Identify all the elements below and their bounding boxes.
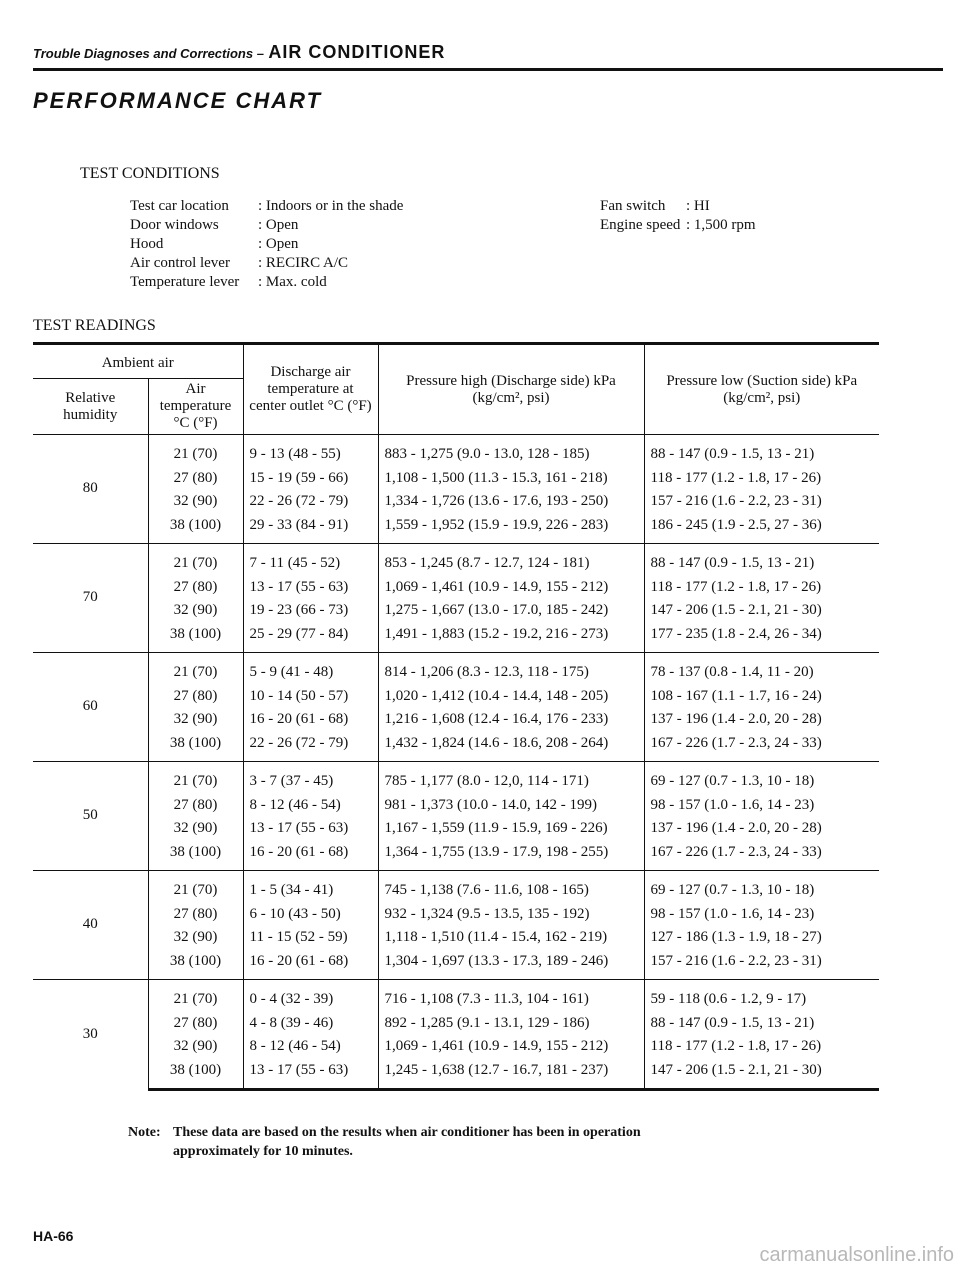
table-row xyxy=(33,544,879,576)
table-row xyxy=(33,980,879,1012)
table-row xyxy=(33,1059,879,1090)
air-temperature-cell: 38 (100) xyxy=(148,514,243,544)
pressure-low-cell: 137 - 196 (1.4 - 2.0, 20 - 28) xyxy=(644,708,879,732)
pressure-high-cell: 1,167 - 1,559 (11.9 - 15.9, 169 - 226) xyxy=(378,817,644,841)
air-temperature-cell: 38 (100) xyxy=(148,732,243,762)
humidity-cell: 50 xyxy=(33,762,148,871)
pressure-high-cell: 1,245 - 1,638 (12.7 - 16.7, 181 - 237) xyxy=(378,1059,644,1090)
discharge-temperature-cell: 6 - 10 (43 - 50) xyxy=(243,903,378,927)
table-row xyxy=(33,732,879,762)
air-temperature-cell: 21 (70) xyxy=(148,435,243,467)
pressure-high-cell: 1,432 - 1,824 (14.6 - 18.6, 208 - 264) xyxy=(378,732,644,762)
pressure-low-cell: 177 - 235 (1.8 - 2.4, 26 - 34) xyxy=(644,623,879,653)
pressure-low-cell: 186 - 245 (1.9 - 2.5, 27 - 36) xyxy=(644,514,879,544)
relative-humidity-header: Relative humidity xyxy=(63,389,118,423)
pressure-low-cell: 69 - 127 (0.7 - 1.3, 10 - 18) xyxy=(644,871,879,903)
condition-row xyxy=(130,273,403,292)
pressure-low-cell: 147 - 206 (1.5 - 2.1, 21 - 30) xyxy=(644,1059,879,1090)
discharge-temperature-cell: 9 - 13 (48 - 55) xyxy=(243,435,378,467)
table-row xyxy=(33,653,879,685)
condition-label: Air control lever xyxy=(130,255,230,271)
discharge-temperature-cell: 8 - 12 (46 - 54) xyxy=(243,794,378,818)
condition-value: : Indoors or in the shade xyxy=(258,198,404,214)
table-row xyxy=(33,794,879,818)
condition-label: Temperature lever xyxy=(130,274,240,290)
note-text-1: These data are based on the results when air conditioner has been in operation xyxy=(173,1125,641,1140)
discharge-temperature-cell: 16 - 20 (61 - 68) xyxy=(243,950,378,980)
pressure-high-cell: 892 - 1,285 (9.1 - 13.1, 129 - 186) xyxy=(378,1012,644,1036)
air-temperature-cell: 21 (70) xyxy=(148,653,243,685)
discharge-temperature-cell: 29 - 33 (84 - 91) xyxy=(243,514,378,544)
air-temperature-cell: 38 (100) xyxy=(148,1059,243,1090)
discharge-temperature-cell: 7 - 11 (45 - 52) xyxy=(243,544,378,576)
table-row xyxy=(33,708,879,732)
pressure-high-cell: 1,334 - 1,726 (13.6 - 17.6, 193 - 250) xyxy=(378,490,644,514)
test-conditions-right xyxy=(600,197,756,235)
humidity-cell: 40 xyxy=(33,871,148,980)
air-temperature-header: Air temperature °C (°F) xyxy=(148,379,243,435)
discharge-temperature-cell: 8 - 12 (46 - 54) xyxy=(243,1035,378,1059)
pressure-low-cell: 88 - 147 (0.9 - 1.5, 13 - 21) xyxy=(644,435,879,467)
test-conditions-left xyxy=(130,197,403,292)
condition-value: : Max. cold xyxy=(258,274,327,290)
pressure-low-cell: 88 - 147 (0.9 - 1.5, 13 - 21) xyxy=(644,1012,879,1036)
discharge-temperature-cell: 22 - 26 (72 - 79) xyxy=(243,490,378,514)
pressure-low-cell: 98 - 157 (1.0 - 1.6, 14 - 23) xyxy=(644,903,879,927)
discharge-temperature-cell: 13 - 17 (55 - 63) xyxy=(243,576,378,600)
pressure-high-cell: 981 - 1,373 (10.0 - 14.0, 142 - 199) xyxy=(378,794,644,818)
pressure-low-cell: 69 - 127 (0.7 - 1.3, 10 - 18) xyxy=(644,762,879,794)
table-row xyxy=(33,903,879,927)
humidity-group xyxy=(33,871,879,980)
air-temperature-cell: 27 (80) xyxy=(148,685,243,709)
condition-value: : HI xyxy=(686,198,710,214)
note-label: Note: xyxy=(128,1125,161,1140)
pressure-high-cell: 1,491 - 1,883 (15.2 - 19.2, 216 - 273) xyxy=(378,623,644,653)
table-row xyxy=(33,817,879,841)
discharge-temperature-cell: 0 - 4 (32 - 39) xyxy=(243,980,378,1012)
pressure-low-cell: 147 - 206 (1.5 - 2.1, 21 - 30) xyxy=(644,599,879,623)
pressure-low-cell: 157 - 216 (1.6 - 2.2, 23 - 31) xyxy=(644,490,879,514)
condition-value: : RECIRC A/C xyxy=(258,255,349,271)
air-temperature-cell: 27 (80) xyxy=(148,1012,243,1036)
discharge-temperature-cell: 3 - 7 (37 - 45) xyxy=(243,762,378,794)
section-label: Trouble Diagnoses and Corrections – xyxy=(33,46,264,61)
air-temperature-cell: 21 (70) xyxy=(148,762,243,794)
condition-label: Engine speed xyxy=(600,217,681,233)
pressure-high-cell: 1,364 - 1,755 (13.9 - 17.9, 198 - 255) xyxy=(378,841,644,871)
discharge-temperature-cell: 1 - 5 (34 - 41) xyxy=(243,871,378,903)
table-row xyxy=(33,576,879,600)
table-header xyxy=(33,344,879,435)
section-title: AIR CONDITIONER xyxy=(268,42,446,62)
air-temperature-cell: 32 (90) xyxy=(148,926,243,950)
discharge-temperature-cell: 25 - 29 (77 - 84) xyxy=(243,623,378,653)
pressure-high-cell: 1,118 - 1,510 (11.4 - 15.4, 162 - 219) xyxy=(378,926,644,950)
page-number: HA-66 xyxy=(33,1228,74,1244)
pressure-low-cell: 78 - 137 (0.8 - 1.4, 11 - 20) xyxy=(644,653,879,685)
air-temperature-cell: 27 (80) xyxy=(148,576,243,600)
table-row xyxy=(33,467,879,491)
pressure-low-cell: 167 - 226 (1.7 - 2.3, 24 - 33) xyxy=(644,841,879,871)
pressure-high-cell: 745 - 1,138 (7.6 - 11.6, 108 - 165) xyxy=(378,871,644,903)
humidity-group xyxy=(33,653,879,762)
page-title: PERFORMANCE CHART xyxy=(33,88,323,113)
discharge-temperature-cell: 11 - 15 (52 - 59) xyxy=(243,926,378,950)
air-temperature-cell: 38 (100) xyxy=(148,841,243,871)
watermark: carmanualsonline.info xyxy=(759,1244,954,1266)
pressure-low-cell: 98 - 157 (1.0 - 1.6, 14 - 23) xyxy=(644,794,879,818)
air-temperature-cell: 27 (80) xyxy=(148,467,243,491)
pressure-high-cell: 1,275 - 1,667 (13.0 - 17.0, 185 - 242) xyxy=(378,599,644,623)
condition-value: : Open xyxy=(258,217,299,233)
table-row xyxy=(33,1035,879,1059)
discharge-air-header: Discharge air temperature at center outlet °C (°F) xyxy=(243,344,378,435)
humidity-group xyxy=(33,435,879,544)
air-temperature-cell: 21 (70) xyxy=(148,544,243,576)
table-row xyxy=(33,514,879,544)
page-header xyxy=(33,42,943,71)
note-line xyxy=(128,1123,641,1142)
table-row xyxy=(33,599,879,623)
table-row xyxy=(33,623,879,653)
discharge-temperature-cell: 13 - 17 (55 - 63) xyxy=(243,817,378,841)
condition-label: Fan switch xyxy=(600,198,666,214)
discharge-temperature-cell: 22 - 26 (72 - 79) xyxy=(243,732,378,762)
discharge-temperature-cell: 5 - 9 (41 - 48) xyxy=(243,653,378,685)
condition-label: Test car location xyxy=(130,198,229,214)
pressure-high-cell: 1,020 - 1,412 (10.4 - 14.4, 148 - 205) xyxy=(378,685,644,709)
discharge-temperature-cell: 10 - 14 (50 - 57) xyxy=(243,685,378,709)
table-row xyxy=(33,762,879,794)
pressure-high-cell: 1,216 - 1,608 (12.4 - 16.4, 176 - 233) xyxy=(378,708,644,732)
pressure-low-cell: 167 - 226 (1.7 - 2.3, 24 - 33) xyxy=(644,732,879,762)
footnote xyxy=(128,1123,641,1161)
pressure-low-cell: 127 - 186 (1.3 - 1.9, 18 - 27) xyxy=(644,926,879,950)
table-row xyxy=(33,685,879,709)
humidity-cell: 30 xyxy=(33,980,148,1090)
performance-table xyxy=(33,342,879,1091)
test-conditions-heading: TEST CONDITIONS xyxy=(80,165,220,182)
table-row xyxy=(33,490,879,514)
discharge-temperature-cell: 15 - 19 (59 - 66) xyxy=(243,467,378,491)
table-row xyxy=(33,1012,879,1036)
table-row xyxy=(33,950,879,980)
pressure-low-cell: 157 - 216 (1.6 - 2.2, 23 - 31) xyxy=(644,950,879,980)
condition-row xyxy=(130,254,403,273)
discharge-temperature-cell: 13 - 17 (55 - 63) xyxy=(243,1059,378,1090)
table-row xyxy=(33,926,879,950)
air-temperature-cell: 32 (90) xyxy=(148,1035,243,1059)
condition-label: Door windows xyxy=(130,217,219,233)
discharge-temperature-cell: 16 - 20 (61 - 68) xyxy=(243,708,378,732)
pressure-low-cell: 118 - 177 (1.2 - 1.8, 17 - 26) xyxy=(644,1035,879,1059)
pressure-high-cell: 814 - 1,206 (8.3 - 12.3, 118 - 175) xyxy=(378,653,644,685)
air-temperature-cell: 21 (70) xyxy=(148,871,243,903)
air-temperature-cell: 21 (70) xyxy=(148,980,243,1012)
pressure-high-cell: 1,304 - 1,697 (13.3 - 17.3, 189 - 246) xyxy=(378,950,644,980)
air-temperature-cell: 38 (100) xyxy=(148,950,243,980)
condition-row xyxy=(600,197,756,216)
air-temperature-cell: 32 (90) xyxy=(148,599,243,623)
air-temperature-cell: 32 (90) xyxy=(148,817,243,841)
pressure-high-cell: 1,559 - 1,952 (15.9 - 19.9, 226 - 283) xyxy=(378,514,644,544)
pressure-low-cell: 137 - 196 (1.4 - 2.0, 20 - 28) xyxy=(644,817,879,841)
air-temperature-cell: 27 (80) xyxy=(148,903,243,927)
humidity-cell: 60 xyxy=(33,653,148,762)
humidity-group xyxy=(33,762,879,871)
pressure-high-cell: 716 - 1,108 (7.3 - 11.3, 104 - 161) xyxy=(378,980,644,1012)
pressure-low-cell: 118 - 177 (1.2 - 1.8, 17 - 26) xyxy=(644,576,879,600)
condition-row xyxy=(130,197,403,216)
pressure-low-cell: 108 - 167 (1.1 - 1.7, 16 - 24) xyxy=(644,685,879,709)
table-row xyxy=(33,841,879,871)
condition-row xyxy=(600,216,756,235)
air-temperature-cell: 38 (100) xyxy=(148,623,243,653)
test-readings-heading: TEST READINGS xyxy=(33,317,156,334)
pressure-low-header: Pressure low (Suction side) kPa (kg/cm², psi) xyxy=(644,344,879,435)
table-row xyxy=(33,435,879,467)
condition-row xyxy=(130,216,403,235)
pressure-high-header: Pressure high (Discharge side) kPa (kg/cm², psi) xyxy=(378,344,644,435)
pressure-high-cell: 1,069 - 1,461 (10.9 - 14.9, 155 - 212) xyxy=(378,1035,644,1059)
note-text-2: approximately for 10 minutes. xyxy=(173,1144,353,1159)
humidity-cell: 70 xyxy=(33,544,148,653)
pressure-high-cell: 785 - 1,177 (8.0 - 12,0, 114 - 171) xyxy=(378,762,644,794)
pressure-low-cell: 59 - 118 (0.6 - 1.2, 9 - 17) xyxy=(644,980,879,1012)
humidity-group xyxy=(33,980,879,1090)
pressure-low-cell: 88 - 147 (0.9 - 1.5, 13 - 21) xyxy=(644,544,879,576)
discharge-temperature-cell: 16 - 20 (61 - 68) xyxy=(243,841,378,871)
air-temperature-cell: 32 (90) xyxy=(148,490,243,514)
pressure-high-cell: 1,108 - 1,500 (11.3 - 15.3, 161 - 218) xyxy=(378,467,644,491)
pressure-high-cell: 932 - 1,324 (9.5 - 13.5, 135 - 192) xyxy=(378,903,644,927)
air-temperature-cell: 32 (90) xyxy=(148,708,243,732)
table-row xyxy=(33,871,879,903)
pressure-low-cell: 118 - 177 (1.2 - 1.8, 17 - 26) xyxy=(644,467,879,491)
pressure-high-cell: 883 - 1,275 (9.0 - 13.0, 128 - 185) xyxy=(378,435,644,467)
air-temperature-cell: 27 (80) xyxy=(148,794,243,818)
discharge-temperature-cell: 19 - 23 (66 - 73) xyxy=(243,599,378,623)
pressure-high-cell: 1,069 - 1,461 (10.9 - 14.9, 155 - 212) xyxy=(378,576,644,600)
condition-row xyxy=(130,235,403,254)
condition-value: : Open xyxy=(258,236,299,252)
ambient-air-header: Ambient air xyxy=(33,344,243,379)
pressure-high-cell: 853 - 1,245 (8.7 - 12.7, 124 - 181) xyxy=(378,544,644,576)
humidity-group xyxy=(33,544,879,653)
condition-label: Hood xyxy=(130,236,164,252)
condition-value: : 1,500 rpm xyxy=(686,217,756,233)
discharge-temperature-cell: 4 - 8 (39 - 46) xyxy=(243,1012,378,1036)
humidity-cell: 80 xyxy=(33,435,148,544)
